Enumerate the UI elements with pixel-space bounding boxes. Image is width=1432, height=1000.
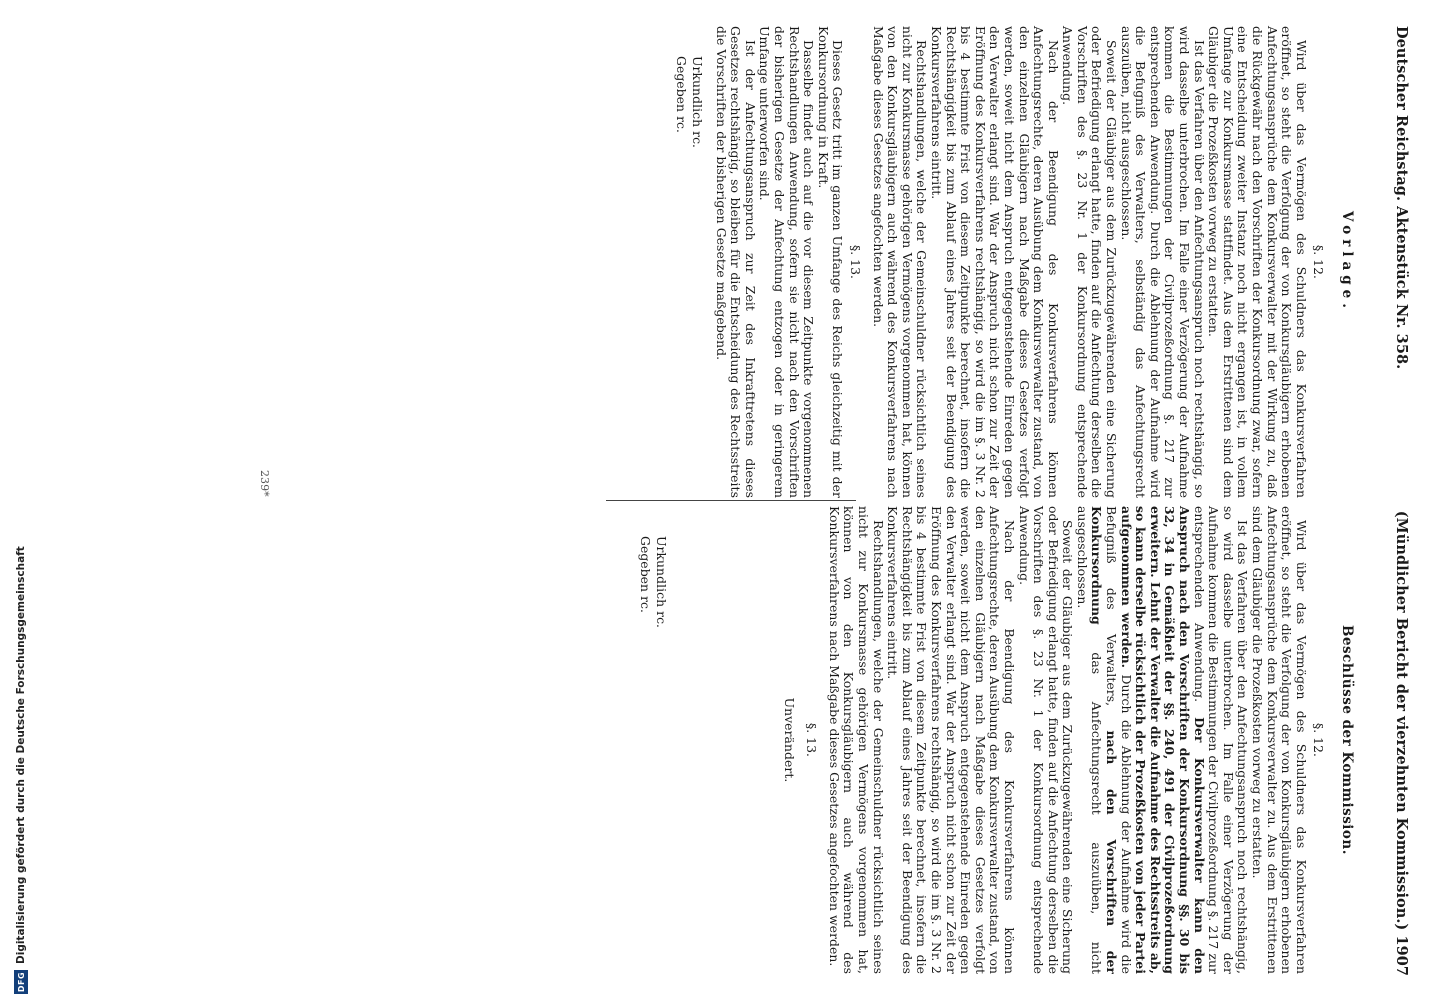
column-beschluesse — [637, 506, 1376, 974]
paragraph: Dieses Gesetz tritt im ganzen Umfange des Reichs gleichzeitig mit der Konkursordnung in Kraft. — [815, 26, 846, 498]
paragraph-text: das Anfechtungsrecht auszuüben, nicht ausgeschlossen. — [1074, 506, 1105, 975]
dfg-logo: DFG — [14, 970, 28, 994]
section-12-title: §. 12. — [1311, 244, 1327, 280]
signature-line: Urkundlich rc. — [654, 536, 670, 629]
signature-block — [673, 56, 705, 498]
page-header — [1386, 26, 1408, 976]
page-number: 239* — [258, 470, 271, 497]
paragraph: Ist der Anfechtungsanspruch zur Zeit des Inkrafttretens dieses Gesetzes rechtshängig, so bleiben für die Entscheidung des Rechtsstreits die Vorschriften der bisherigen Gesetze maßgebend. — [713, 26, 758, 498]
digitization-footer — [14, 546, 28, 994]
paragraph: Wird über das Vermögen des Schuldners das Konkursverfahren eröffnet, so steht die Verfolgung der von Konkursgläubigern erhobenen Anfechtungsansprüche dem Konkursverwalter zu. Aus dem Erstrittenen sind dem Gläubiger die Prozeßkosten vorweg zu erstatten. — [1250, 506, 1309, 974]
paragraph: Soweit der Gläubiger aus dem Zurückzugewährenden eine Sicherung oder Befriedigung erlangt hatte, finden auf die Anfechtung derselben die Vorschriften des §. 23 Nr. 1 der Konkursordnung entsprechende Anwendung. — [1060, 26, 1120, 498]
paragraph: Ist das Verfahren über den Anfechtungsanspruch noch rechtshängig, so wird dasselbe unterbrochen. Im Falle einer Verzögerung der Aufnahme kommen die Bestimmungen der Civilprozeßordnung §. 217 zur entsprechenden Anwendung. Durch die Ablehnung der Aufnahme wird die Befugniß des Verwalters, selbständig das Anfechtungsrecht auszuüben, nicht ausgeschlossen. — [1118, 26, 1207, 498]
paragraph: Soweit der Gläubiger aus dem Zurückzugewährenden eine Sicherung oder Befriedigung erlangt hatte, finden auf die Anfechtung derselben die Vorschriften des §. 23 Nr. 1 der Konkursordnung entsprechende Anwendung. — [1016, 506, 1076, 974]
signature-line: Gegeben rc. — [674, 56, 690, 134]
paragraph: Dasselbe findet auch auf die vor diesem Zeitpunkte vorgenommenen Rechtshandlungen Anwendung, sofern sie nicht nach den Vorschriften der bisherigen Gesetze der Anfechtung entzogen oder in geringerem Umfange unterworfen sind. — [757, 26, 817, 498]
paragraph: Rechtshandlungen, welche der Gemeinschuldner rücksichtlich seines nicht zur Konkursmasse gehörigen Vermögens vorgenommen hat, können von den Konkursgläubigern auch während des Konkursverfahrens nach Maßgabe dieses Gesetzes angefochten werden. — [870, 26, 930, 498]
paragraph — [1074, 506, 1249, 974]
scanned-document-page — [184, 0, 1416, 1000]
paragraph: Rechtshandlungen, welche der Gemeinschuldner rücksichtlich seines nicht zur Konkursmasse gehörigen Vermögens vorgenommen hat, können von den Konkursgläubigern auch während des Konkursverfahrens nach Maßgabe dieses Gesetzes angefochten werden. — [826, 506, 886, 974]
section-12-title: §. 12. — [1311, 722, 1327, 758]
paragraph: Nach der Beendigung des Konkursverfahrens können Anfechtungsrechte, deren Ausübung dem Konkursverwalter zustand, von den einzelnen Gläubigern nach Maßgabe dieses Gesetzes verfolgt werden, soweit nicht dem Anspruch entgegenstehende Einreden gegen den Verwalter erlangt sind. War der Anspruch nicht schon zur Zeit der Eröffnung des Konkursverfahrens rechtshängig, so wird die im §. 3 Nr. 2 bis 4 bestimmte Frist von diesem Zeitpunkte berechnet, insofern die Rechtshängigkeit bis zum Ablauf eines Jahres seit der Beendigung des Konkursverfahrens eintritt. — [885, 506, 1017, 974]
amended-text: nach den Vorschriften der Konkursordnung — [1089, 506, 1120, 974]
column-divider — [606, 500, 856, 501]
signature-line: Gegeben rc. — [638, 536, 654, 614]
section-13-title: §. 13. — [804, 722, 820, 758]
paragraph-text: Durch die Ablehnung der Aufnahme wird die Befugniß des Verwalters, — [1104, 506, 1134, 974]
signature-line: Urkundlich rc. — [690, 56, 706, 149]
footer-text: Digitalisierung gefördert durch die Deutsche Forschungsgemeinschaft — [15, 546, 27, 964]
amended-text: Der Konkursverwalter kann den Anspruch nach den Vorschriften der Konkursordnung §§. 30 bis 32, 34 in Gemäßheit der §§. 240, 491 der Civilprozeßordnung erweitern. Lehnt der Verwalter die Aufnahme des Rechtsstreits ab, so kann derselbe rücksichtlich der Prozeßkosten von jeder Partei aufgenommen werden. — [1118, 506, 1207, 974]
paragraph: Nach der Beendigung des Konkursverfahrens können Anfechtungsrechte, deren Ausübung dem Konkursverwalter zustand, von den einzelnen Gläubigern nach Maßgabe dieses Gesetzes verfolgt werden, soweit nicht dem Anspruch entgegenstehende Einreden gegen den Verwalter erlangt sind. War der Anspruch nicht schon zur Zeit der Eröffnung des Konkursverfahrens rechtshängig, so wird die im §. 3 Nr. 2 bis 4 bestimmte Frist von diesem Zeitpunkte berechnet, insofern die Rechtshängigkeit bis zum Ablauf eines Jahres seit der Beendigung des Konkursverfahrens eintritt. — [928, 26, 1061, 498]
signature-block — [637, 536, 669, 974]
section-13-title: §. 13. — [848, 244, 863, 280]
column-vorlage — [673, 26, 1376, 498]
paragraph: Wird über das Vermögen des Schuldners das Konkursverfahren eröffnet, so steht die Verfolgung der von Konkursgläubigern erhobenen Anfechtungsansprüche dem Konkursverwalter mit der Wirkung zu, daß die Rückgewähr nach den Vorschriften der Konkursordnung zwar, sofern eine Entscheidung zweiter Instanz noch nicht ergangen ist, in vollem Umfange zur Konkursmasse stattfindet. Aus dem Erstrittenen sind dem Gläubiger die Prozeßkosten vorweg zu erstatten. — [1206, 26, 1309, 498]
unchanged-note: Unverändert. — [781, 697, 797, 783]
header-right: (Mündlicher Bericht der vierzehnten Kommission.) 1907 — [1393, 510, 1410, 976]
column-heading-beschluesse: Beschlüsse der Kommission. — [1339, 625, 1355, 855]
column-heading-vorlage: Vorlage. — [1339, 211, 1355, 313]
header-left: Deutscher Reichstag. Aktenstück Nr. 358. — [1393, 26, 1410, 370]
paragraph-text: Ist das Verfahren über den Anfechtungsanspruch noch rechtshängig, so wird dasselbe unterbrochen. Im Falle einer Verzögerung der Aufnahme kommen die Bestimmungen der Civilprozeßordnung §. 217 zur entsprechenden Anwendung. — [1191, 506, 1251, 974]
